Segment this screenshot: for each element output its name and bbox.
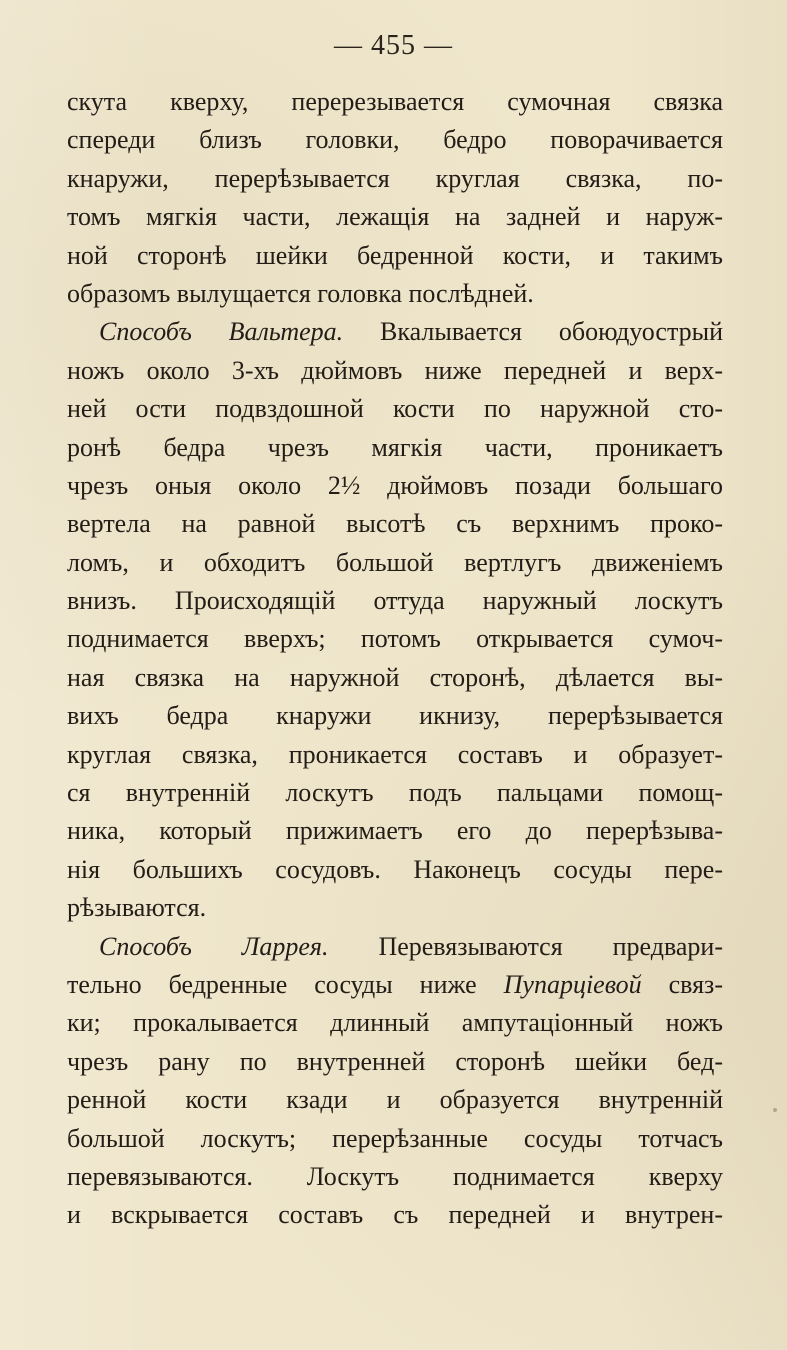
text-line	[67, 1120, 723, 1158]
line-text: скута кверху, перерезывается сумочная связка	[67, 87, 723, 116]
text-line	[67, 736, 723, 774]
text-line	[67, 889, 723, 927]
text-line	[67, 544, 723, 582]
text-line	[67, 1004, 723, 1042]
line-text: ная связка на наружной сторонѣ, дѣлается вы-	[67, 662, 723, 692]
line-text: Перевязываются предвари-	[328, 931, 723, 961]
line-text: внизъ. Происходящій оттуда наружный лоскутъ	[67, 586, 723, 616]
text-line	[67, 659, 723, 697]
line-text: ки; прокалывается длинный ампутаціонный ножъ	[67, 1008, 723, 1038]
line-text: вертела на равной высотѣ съ верхнимъ проко-	[67, 509, 723, 539]
line-text: ника, который прижимаетъ его до перерѣзыва-	[67, 816, 723, 846]
line-text: ножъ около 3-хъ дюймовъ ниже передней и верх-	[67, 355, 723, 385]
text-line	[67, 1081, 723, 1119]
line-text: нія большихъ сосудовъ. Наконецъ сосуды пере-	[67, 854, 723, 884]
line-text: круглая связка, проникается составъ и образует-	[67, 739, 723, 769]
line-text: связ-	[641, 969, 723, 999]
line-text: и вскрывается составъ съ передней и внутрен-	[67, 1200, 723, 1230]
paragraph-first-line	[67, 313, 723, 351]
text-line	[67, 1043, 723, 1081]
line-text: образомъ вылущается головка послѣдней.	[67, 278, 534, 308]
method-title-larrey: Способъ Ларрея.	[99, 931, 329, 961]
text-line	[67, 83, 723, 121]
text-line	[67, 390, 723, 428]
text-line	[67, 697, 723, 735]
line-text: ся внутренній лоскутъ подъ пальцами помощ-	[67, 778, 723, 808]
paragraph-first-line	[67, 928, 723, 966]
line-text: тельно бедренные сосуды ниже	[67, 969, 504, 999]
text-line	[67, 275, 723, 313]
text-line	[67, 582, 723, 620]
text-line	[67, 1158, 723, 1196]
line-text: спереди близъ головки, бедро поворачивается	[67, 125, 723, 155]
page-number: — 455 —	[334, 30, 453, 61]
text-line	[67, 1196, 723, 1234]
line-text: рѣзываются.	[67, 893, 207, 923]
italic-term: Пупарціевой	[503, 969, 642, 999]
text-line	[67, 121, 723, 159]
line-text: вихъ бедра кнаружи икнизу, перерѣзывается	[67, 701, 723, 731]
text-line	[67, 774, 723, 812]
line-text: поднимается вверхъ; потомъ открывается сумоч-	[67, 624, 723, 654]
text-line	[67, 467, 723, 505]
ink-speck	[773, 1108, 777, 1112]
line-text: чрезъ рану по внутренней сторонѣ шейки бед-	[67, 1046, 723, 1076]
text-line	[67, 851, 723, 889]
text-line	[67, 352, 723, 390]
text-line	[67, 505, 723, 543]
line-text: ронѣ бедра чрезъ мягкія части, проникаетъ	[67, 432, 723, 462]
text-line	[67, 237, 723, 275]
line-text: Вкалывается обоюдуострый	[343, 317, 723, 347]
line-text: ломъ, и обходитъ большой вертлугъ движеніемъ	[67, 547, 723, 577]
method-title-walter: Способъ Вальтера.	[99, 317, 344, 347]
text-line	[67, 160, 723, 198]
line-text: ней ости подвздошной кости по наружной сто-	[67, 394, 723, 424]
text-line	[67, 966, 723, 1004]
line-text: ренной кости кзади и образуется внутренній	[67, 1085, 723, 1115]
text-line	[67, 198, 723, 236]
text-line	[67, 620, 723, 658]
line-text: ной сторонѣ шейки бедренной кости, и такимъ	[67, 240, 723, 270]
line-text: чрезъ оныя около 2½ дюймовъ позади большаго	[67, 470, 723, 500]
line-text: томъ мягкія части, лежащія на задней и наруж-	[67, 202, 723, 232]
body-text	[67, 83, 723, 1235]
line-text: большой лоскутъ; перерѣзанные сосуды тотчасъ	[67, 1123, 723, 1153]
line-text: перевязываются. Лоскутъ поднимается кверху	[67, 1161, 723, 1191]
text-line	[67, 812, 723, 850]
line-text: кнаружи, перерѣзывается круглая связка, по-	[67, 163, 723, 193]
text-line	[67, 429, 723, 467]
